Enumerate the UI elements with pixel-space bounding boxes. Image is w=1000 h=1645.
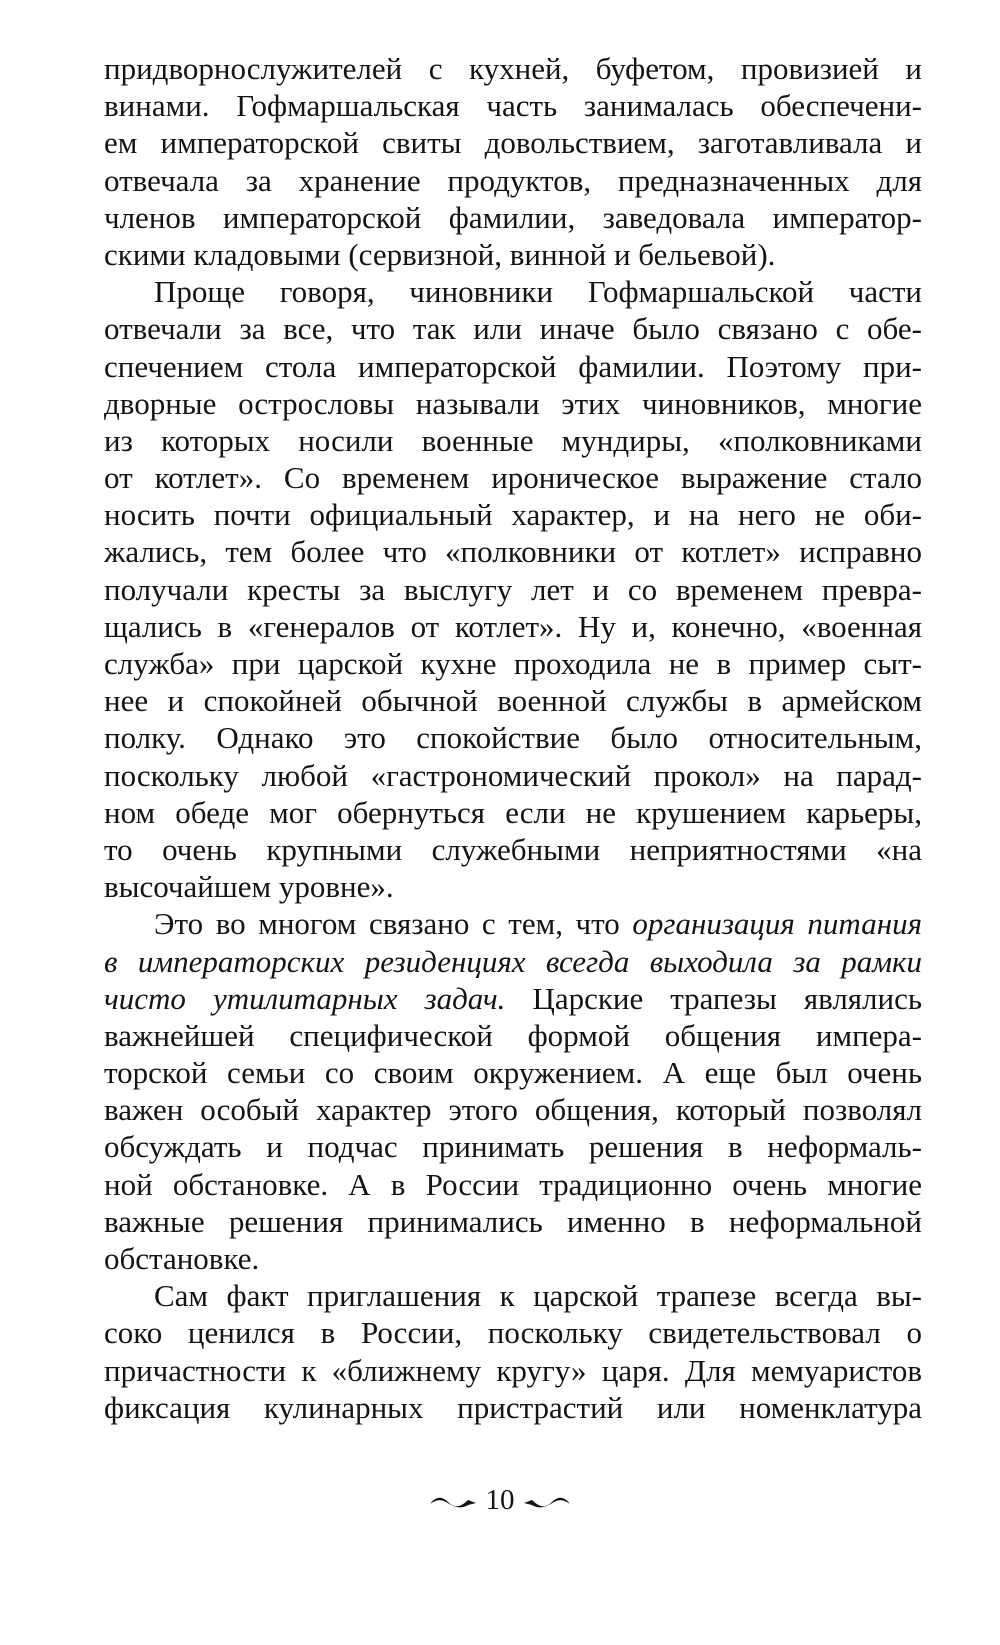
text-line: ем императорской свиты довольствием, заготавливала и [104,125,922,161]
text-line: важные решения принимались именно в неформальной [104,1203,922,1239]
text-line: получали кресты за выслугу лет и со временем превра- [104,571,922,607]
text-line: Проще говоря, чиновники Гофмаршальской части [154,274,922,310]
page-number-value: 10 [485,1484,515,1516]
text-line: поскольку любой «гастрономический прокол» на парад- [104,757,922,793]
text-line: от котлет». Со временем ироническое выражение стало [104,460,922,496]
text-line: спечением стола императорской фамилии. Поэтому при- [104,348,922,384]
text-segment: Это во многом связано с тем, что [154,906,620,942]
book-page-text [104,50,922,1426]
text-line: придворнослужителей с кухней, буфетом, провизией и [104,51,922,86]
page-number [0,1482,1000,1518]
text-line: жались, тем более что «полковники от котлет» исправно [104,534,922,570]
italic-emphasis-line: в императорских резиденциях всегда выходила за рамки [104,943,922,979]
text-line: важен особый характер этого общения, который позволял [104,1092,922,1128]
text-segment: Царские трапезы являлись [532,980,923,1016]
text-line: обстановке. [104,1241,260,1276]
text-line: отвечала за хранение продуктов, предназначенных для [104,162,922,198]
text-line: высочайшем уровне». [104,869,394,905]
text-line: винами. Гофмаршальская часть занималась обеспечени- [104,88,922,124]
text-line: скими кладовыми (сервизной, винной и бельевой). [104,236,776,272]
italic-emphasis: чисто утилитарных задач. [104,980,506,1016]
text-line: служба» при царской кухне проходила не в пример сыт- [104,646,922,681]
text-line: причастности к «ближнему кругу» царя. Для мемуаристов [104,1352,922,1388]
text-line: отвечали за все, что так или иначе было связано с обе- [104,311,922,347]
text-line: членов императорской фамилии, заведовала император- [104,199,922,235]
text-line: соко ценился в России, поскольку свидетельствовал о [104,1315,922,1351]
text-line: обсуждать и подчас принимать решения в неформаль- [104,1129,922,1165]
text-line: дворные острословы называли этих чиновников, многие [104,385,922,421]
ornament-left-icon [428,1494,478,1510]
text-line: ном обеде мог обернуться если не крушением карьеры, [104,794,922,830]
text-line: ной обстановке. А в России традиционно очень многие [104,1166,922,1202]
text-line: полку. Однако это спокойствие было относительным, [104,720,922,756]
text-line: нее и спокойней обычной военной службы в армейском [104,683,922,719]
text-line: из которых носили военные мундиры, «полковниками [104,422,922,458]
text-line: фиксация кулинарных пристрастий или номенклатура [104,1389,922,1425]
text-line [104,980,922,1017]
text-line: щались в «генералов от котлет». Ну и, конечно, «военная [104,608,922,644]
text-line: торской семьи со своим окружением. А еще был очень [104,1055,922,1091]
text-line: Сам факт приглашения к царской трапезе всегда вы- [154,1278,922,1314]
italic-emphasis: организация питания [632,906,922,942]
text-line [104,905,922,942]
ornament-right-icon [522,1494,572,1510]
text-line: то очень крупными служебными неприятностями «на [104,831,922,867]
text-line: носить почти официальный характер, и на него не оби- [104,497,922,533]
text-line: важнейшей специфической формой общения импера- [104,1017,922,1053]
